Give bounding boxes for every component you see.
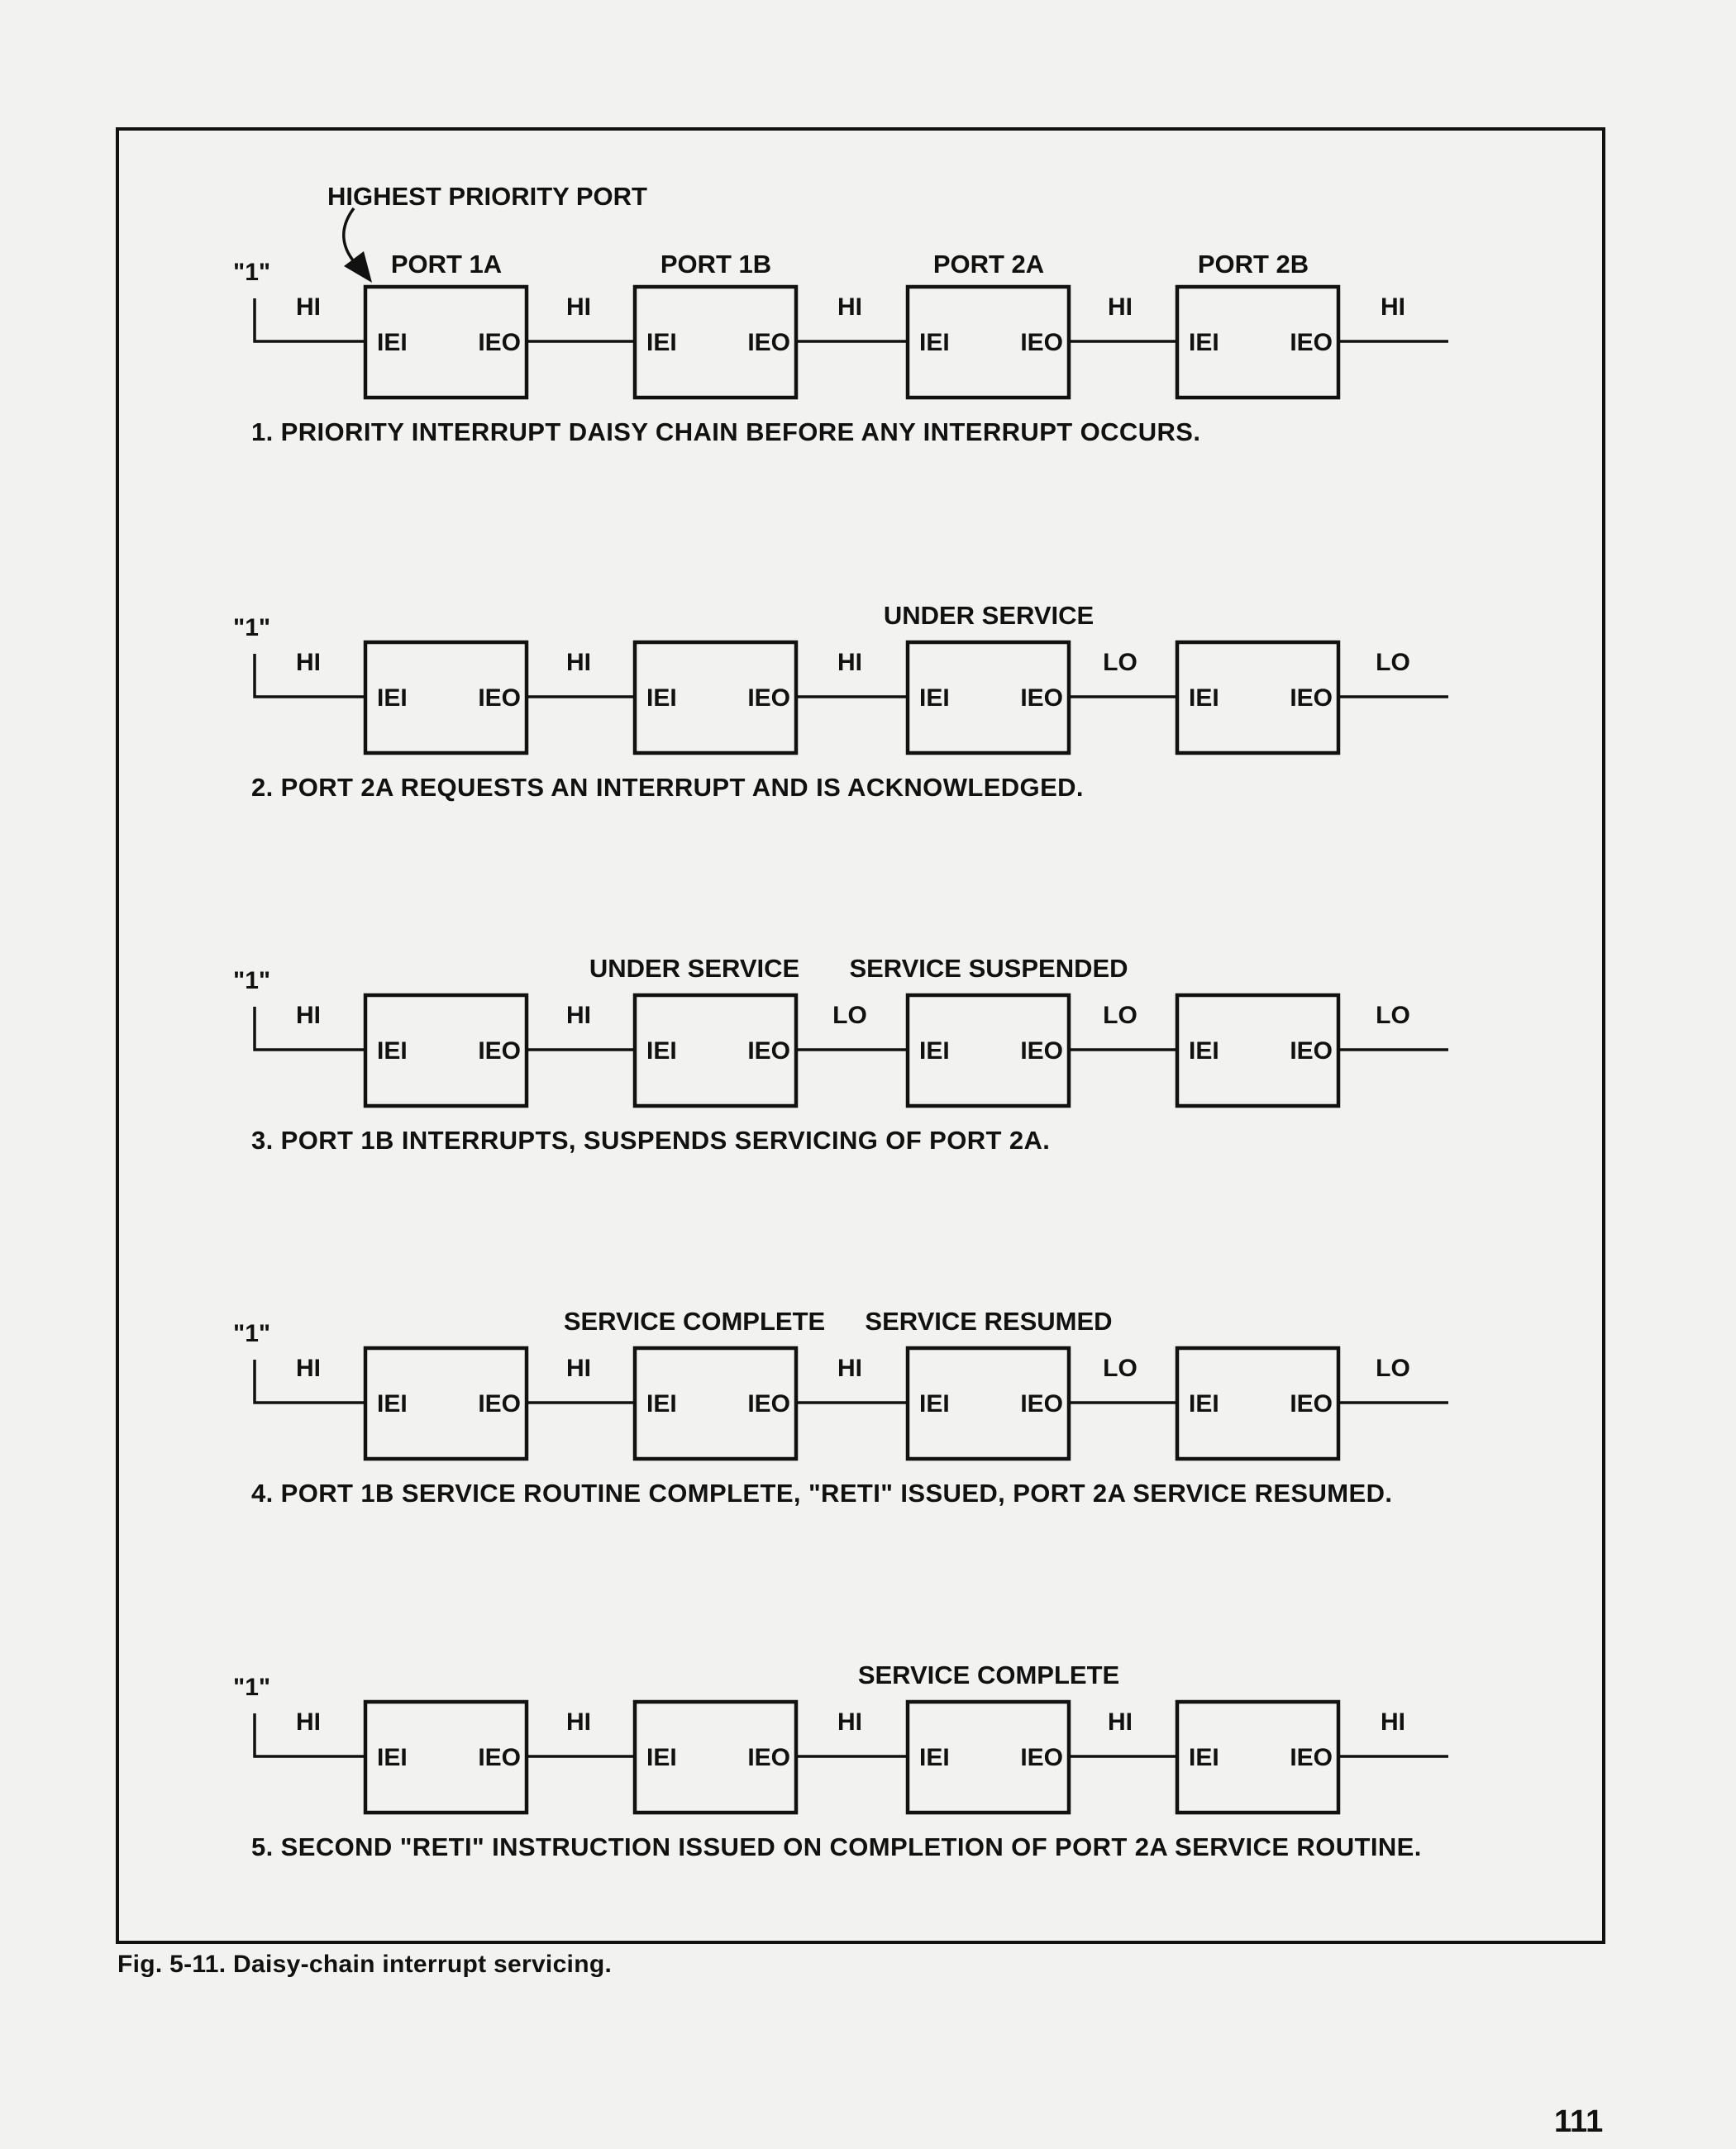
iei-pin-label: IEI: [1189, 684, 1219, 712]
ieo-pin-label: IEO: [1290, 1390, 1333, 1418]
signal-level-label: HI: [296, 1355, 321, 1382]
signal-level-label: HI: [566, 1002, 591, 1029]
highest-priority-label: HIGHEST PRIORITY PORT: [327, 182, 647, 211]
signal-level-label: HI: [296, 293, 321, 321]
ieo-pin-label: IEO: [1290, 684, 1333, 712]
ieo-pin-label: IEO: [1020, 1744, 1063, 1771]
signal-level-label: HI: [566, 649, 591, 676]
iei-pin-label: IEI: [1189, 1390, 1219, 1418]
stage-2: [233, 601, 1448, 802]
iei-pin-label: IEI: [377, 1390, 408, 1418]
ieo-pin-label: IEO: [747, 1744, 790, 1771]
signal-level-label: HI: [296, 1708, 321, 1736]
signal-level-label: HI: [1381, 293, 1405, 321]
signal-level-label: LO: [1376, 1355, 1410, 1382]
iei-pin-label: IEI: [1189, 1037, 1219, 1065]
iei-pin-label: IEI: [919, 1037, 950, 1065]
iei-pin-label: IEI: [919, 1390, 950, 1418]
ieo-pin-label: IEO: [478, 329, 521, 356]
iei-pin-label: IEI: [646, 1037, 677, 1065]
signal-level-label: LO: [1376, 649, 1410, 676]
highest-priority-arrowhead: [344, 251, 372, 283]
input-source-label: "1": [233, 967, 271, 994]
port-status-annotation: SERVICE COMPLETE: [857, 1661, 1120, 1689]
iei-pin-label: IEI: [919, 684, 950, 712]
ieo-pin-label: IEO: [1020, 329, 1063, 356]
signal-level-label: LO: [1103, 1002, 1137, 1029]
ieo-pin-label: IEO: [478, 1037, 521, 1065]
iei-pin-label: IEI: [377, 1744, 408, 1771]
signal-level-label: HI: [837, 1708, 862, 1736]
iei-pin-label: IEI: [919, 1744, 950, 1771]
stage-description: 5. SECOND "RETI" INSTRUCTION ISSUED ON COMPLETION OF PORT 2A SERVICE ROUTINE.: [251, 1832, 1422, 1861]
iei-pin-label: IEI: [646, 1744, 677, 1771]
port-name-label: PORT 1A: [390, 250, 503, 279]
input-source-label: "1": [233, 259, 271, 286]
signal-level-label: HI: [566, 293, 591, 321]
ieo-pin-label: IEO: [747, 1390, 790, 1418]
port-status-annotation: UNDER SERVICE: [589, 954, 800, 983]
ieo-pin-label: IEO: [747, 1037, 790, 1065]
iei-pin-label: IEI: [646, 1390, 677, 1418]
iei-pin-label: IEI: [919, 329, 950, 356]
stage-4: [233, 1307, 1448, 1508]
stage-3: [233, 954, 1448, 1155]
ieo-pin-label: IEO: [478, 684, 521, 712]
page-number: 111: [1554, 2104, 1604, 2139]
iei-pin-label: IEI: [1189, 1744, 1219, 1771]
stage-description: 4. PORT 1B SERVICE ROUTINE COMPLETE, "RETI" ISSUED, PORT 2A SERVICE RESUMED.: [251, 1479, 1393, 1508]
port-name-label: PORT 2A: [932, 250, 1045, 279]
ieo-pin-label: IEO: [1290, 1037, 1333, 1065]
port-status-annotation: UNDER SERVICE: [883, 601, 1095, 630]
signal-level-label: LO: [1103, 1355, 1137, 1382]
iei-pin-label: IEI: [1189, 329, 1219, 356]
signal-level-label: LO: [1103, 649, 1137, 676]
ieo-pin-label: IEO: [1290, 1744, 1333, 1771]
signal-level-label: HI: [1108, 293, 1133, 321]
signal-level-label: HI: [296, 1002, 321, 1029]
input-source-label: "1": [233, 1320, 271, 1347]
port-status-annotation: SERVICE COMPLETE: [563, 1307, 826, 1336]
signal-level-label: HI: [837, 293, 862, 321]
ieo-pin-label: IEO: [747, 684, 790, 712]
signal-level-label: LO: [1376, 1002, 1410, 1029]
ieo-pin-label: IEO: [478, 1390, 521, 1418]
iei-pin-label: IEI: [646, 684, 677, 712]
signal-level-label: HI: [1108, 1708, 1133, 1736]
port-name-label: PORT 1B: [660, 250, 772, 279]
input-source-label: "1": [233, 1674, 271, 1701]
ieo-pin-label: IEO: [1020, 684, 1063, 712]
ieo-pin-label: IEO: [1290, 329, 1333, 356]
port-status-annotation: SERVICE RESUMED: [865, 1307, 1113, 1336]
figure-caption: Fig. 5-11. Daisy-chain interrupt servicing.: [117, 1951, 613, 1978]
iei-pin-label: IEI: [377, 1037, 408, 1065]
iei-pin-label: IEI: [377, 684, 408, 712]
stages-layer: [233, 250, 1448, 1861]
stage-description: 3. PORT 1B INTERRUPTS, SUSPENDS SERVICING OF PORT 2A.: [251, 1126, 1051, 1155]
stage-description: 2. PORT 2A REQUESTS AN INTERRUPT AND IS ACKNOWLEDGED.: [251, 773, 1084, 802]
ieo-pin-label: IEO: [1020, 1037, 1063, 1065]
ieo-pin-label: IEO: [478, 1744, 521, 1771]
ieo-pin-label: IEO: [1020, 1390, 1063, 1418]
port-name-label: PORT 2B: [1197, 250, 1309, 279]
stage-description: 1. PRIORITY INTERRUPT DAISY CHAIN BEFORE ANY INTERRUPT OCCURS.: [251, 417, 1201, 446]
stage-1: [233, 259, 1448, 446]
signal-level-label: HI: [837, 1355, 862, 1382]
stage-5: [233, 1661, 1448, 1861]
signal-level-label: LO: [832, 1002, 867, 1029]
iei-pin-label: IEI: [646, 329, 677, 356]
signal-level-label: HI: [566, 1355, 591, 1382]
signal-level-label: HI: [566, 1708, 591, 1736]
iei-pin-label: IEI: [377, 329, 408, 356]
port-status-annotation: SERVICE SUSPENDED: [849, 954, 1128, 983]
input-source-label: "1": [233, 614, 271, 641]
signal-level-label: HI: [296, 649, 321, 676]
signal-level-label: HI: [1381, 1708, 1405, 1736]
ieo-pin-label: IEO: [747, 329, 790, 356]
signal-level-label: HI: [837, 649, 862, 676]
